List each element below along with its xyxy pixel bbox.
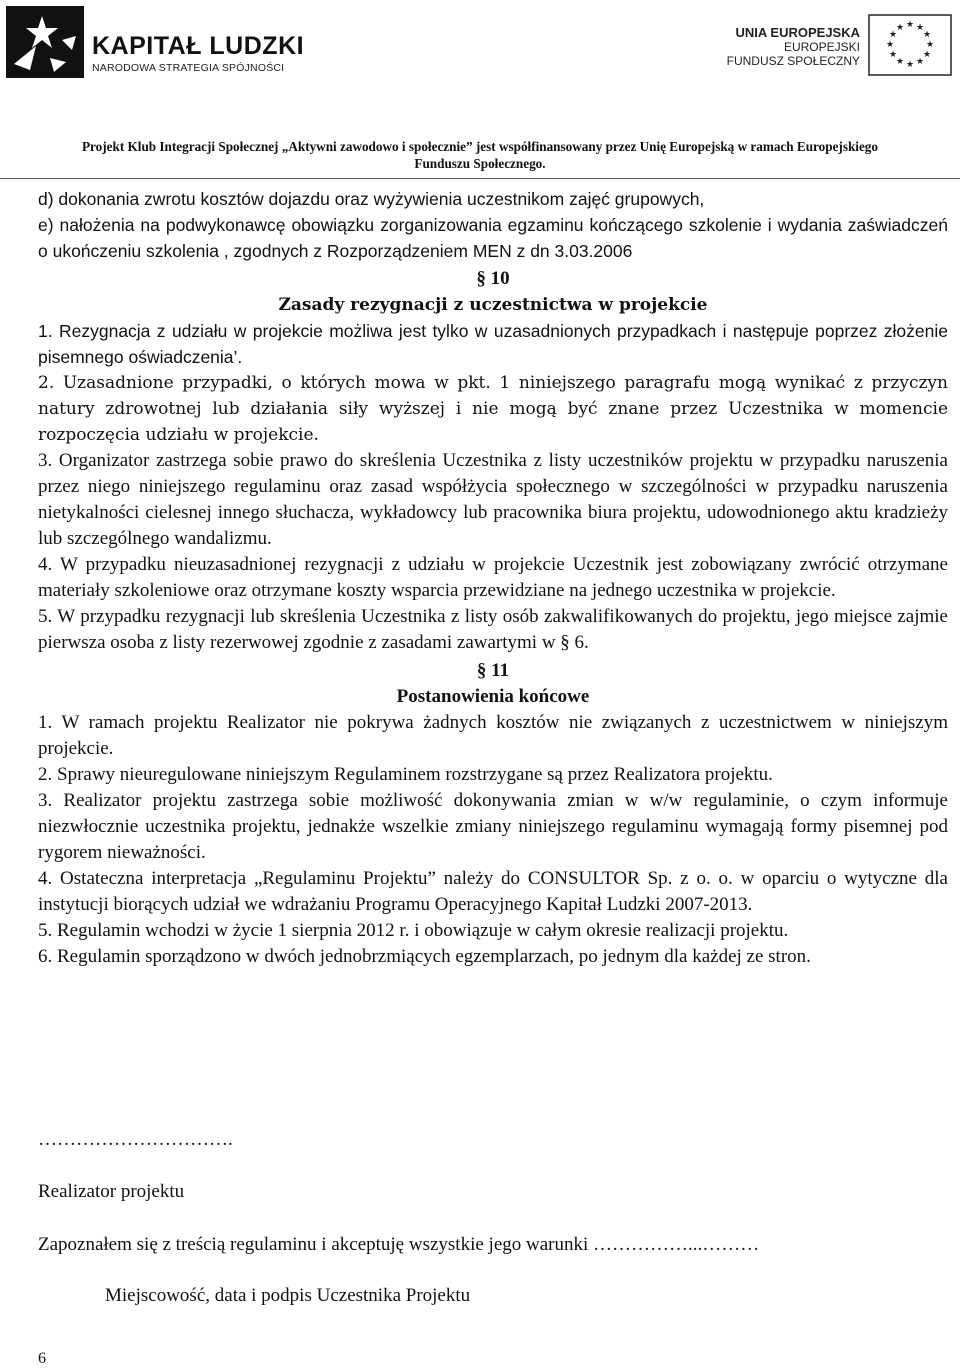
- section-10-paragraph-1: 1. Rezygnacja z udziału w projekcie możliwa jest tylko w uzasadnionych przypadkach i następuje poprzez złożenie pisemnego oświadczenia’.: [38, 321, 948, 367]
- svg-text:★: ★: [915, 23, 925, 33]
- section-10-paragraph-2: 2. Uzasadnione przypadki, o których mowa w pkt. 1 niniejszego paragrafu mogą wynikać z przyczyn natury zdrowotnej lub działania siły wyższej i nie mogą być znane przez Uczestnika w momencie rozpoczęcia udziału w projekcie.: [38, 373, 948, 445]
- svg-text:★: ★: [922, 50, 932, 60]
- signature-realizator-label: Realizator projektu: [38, 1181, 185, 1202]
- svg-text:★: ★: [895, 23, 905, 33]
- section-10-paragraph-5: 5. W przypadku rezygnacji lub skreślenia Uczestnika z listy osób zakwalifikowanych do projektu, jego miejsce zajmie pierwsza osoba z listy rezerwowej zgodnie z zasadami zawartymi w § 6.: [38, 606, 948, 653]
- section-11-paragraph-5: 5. Regulamin wchodzi w życie 1 sierpnia 2012 r. i obowiązuje w całym okresie realizacji projektu.: [38, 920, 789, 941]
- eu-logo-line2: EUROPEJSKI: [783, 40, 860, 54]
- svg-text:★: ★: [905, 60, 915, 70]
- svg-text:★: ★: [905, 20, 915, 30]
- list-item-d: d) dokonania zwrotu kosztów dojazdu oraz wyżywienia uczestnikom zajęć grupowych,: [38, 189, 705, 209]
- section-11-paragraph-3: 3. Realizator projektu zastrzega sobie możliwość dokonywania zmian w w/w regulaminie, o czym informuje niezwłocznie uczestnika projektu, jednakże wszelkie zmiany niniejszego regulaminu wymagają formy pisemnej pod rygorem nieważności.: [38, 790, 948, 863]
- eu-logo: [702, 14, 952, 78]
- section-11-number: § 11: [476, 660, 510, 681]
- section-11-paragraph-1: 1. W ramach projektu Realizator nie pokrywa żadnych kosztów nie związanych z uczestnictwem w niniejszym projekcie.: [38, 712, 948, 759]
- section-11-paragraph-6: 6. Regulamin sporządzono w dwóch jednobrzmiących egzemplarzach, po jednym dla każdej ze stron.: [38, 946, 811, 967]
- section-11-title: Postanowienia końcowe: [396, 686, 590, 707]
- svg-text:★: ★: [888, 50, 898, 60]
- svg-text:★: ★: [915, 57, 925, 67]
- svg-text:★: ★: [885, 40, 895, 50]
- project-funding-note: [0, 138, 960, 172]
- signature-dots: ………………………….: [38, 1129, 233, 1150]
- kapital-ludzki-emblem-icon: [6, 6, 84, 78]
- logo-title: KAPITAŁ LUDZKI: [92, 32, 305, 60]
- eu-logo-line3: FUNDUSZ SPOŁECZNY: [726, 54, 860, 68]
- project-funding-line1: Projekt Klub Integracji Społecznej „Aktywni zawodowo i społecznie” jest współfinansowany przez Unię Europejską w ramach Europejskiego: [82, 139, 878, 154]
- page-number: 6: [38, 1350, 46, 1367]
- header-divider: [0, 178, 960, 179]
- participant-signature-label: Miejscowość, data i podpis Uczestnika Projektu: [105, 1285, 471, 1306]
- section-11-paragraph-2: 2. Sprawy nieuregulowane niniejszym Regulaminem rozstrzygane są przez Realizatora projektu.: [38, 764, 773, 785]
- kapital-ludzki-logo: [6, 6, 306, 78]
- section-10-paragraph-3: 3. Organizator zastrzega sobie prawo do skreślenia Uczestnika z listy uczestników projektu w przypadku naruszenia przez niego niniejszego regulaminu oraz zasad współżycia społecznego w szczególności w przypadku naruszenia nietykalności cielesnej innego słuchacza, wykładowcy lub pracownika biura projektu, udowodnionego aktu kradzieży lub szczególnego wandalizmu.: [38, 450, 948, 549]
- section-11-paragraph-4: 4. Ostateczna interpretacja „Regulaminu Projektu” należy do CONSULTOR Sp. z o. o. w oparciu o wytyczne dla instytucji biorących udział we wdrażaniu Programu Operacyjnego Kapitał Ludzki 2007-2013.: [38, 868, 948, 915]
- section-10-number: § 10: [476, 268, 510, 289]
- logo-subtitle: NARODOWA STRATEGIA SPÓJNOŚCI: [92, 62, 285, 74]
- eu-logo-line1: UNIA EUROPEJSKA: [735, 25, 860, 40]
- project-funding-line2: Funduszu Społecznego.: [414, 156, 546, 171]
- section-10-paragraph-4: 4. W przypadku nieuzasadnionej rezygnacji z udziału w projekcie Uczestnik jest zobowiązany zwrócić otrzymane materiały szkoleniowe oraz otrzymane koszty wsparcia przewidziane na jednego uczestnika w projekcie.: [38, 554, 948, 601]
- svg-text:★: ★: [922, 30, 932, 40]
- svg-text:★: ★: [888, 30, 898, 40]
- acceptance-statement: Zapoznałem się z treścią regulaminu i akceptuję wszystkie jego warunki ……………...………: [38, 1234, 760, 1255]
- eu-logo-text: [727, 26, 860, 68]
- section-10-title: Zasady rezygnacji z uczestnictwa w projekcie: [278, 295, 708, 315]
- svg-text:★: ★: [895, 57, 905, 67]
- document-body: [38, 186, 948, 970]
- page-header: [0, 0, 960, 171]
- svg-text:★: ★: [925, 40, 935, 50]
- list-item-e: e) nałożenia na podwykonawcę obowiązku zorganizowania egzaminu kończącego szkolenie i wydania zaświadczeń o ukończeniu szkolenia , zgodnych z Rozporządzeniem MEN z dn 3.03.2006: [38, 215, 948, 261]
- eu-flag-icon: [868, 14, 952, 76]
